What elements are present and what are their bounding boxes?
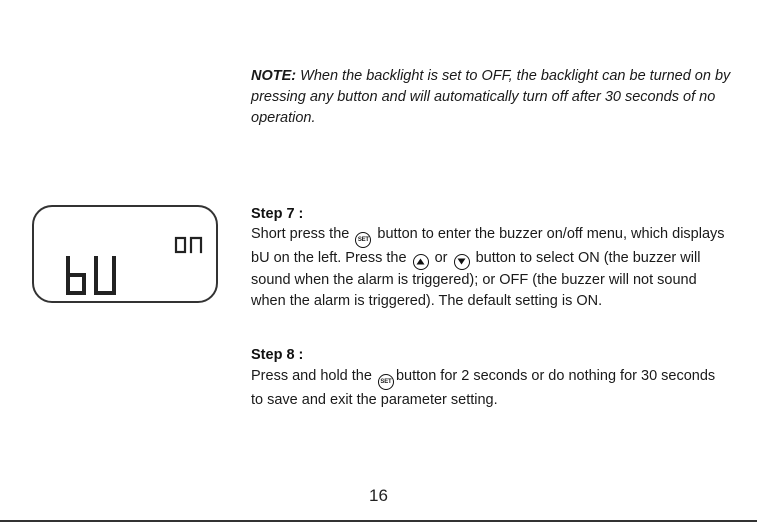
- lcd-display-illustration: [32, 205, 218, 303]
- bottom-divider: [0, 520, 757, 522]
- note-label: NOTE:: [251, 68, 297, 84]
- lcd-bu-readout: [64, 255, 120, 297]
- step8-body: [251, 366, 731, 411]
- step8-title: Step 8 :: [251, 347, 304, 363]
- step7-body: [251, 224, 731, 312]
- set-button-icon: [355, 232, 371, 248]
- step8-text-2: button for 2 seconds or do nothing for 30 seconds to save and exit the parameter setting.: [251, 368, 716, 408]
- step7-text-1: Short press the: [251, 226, 354, 242]
- page-number: 16: [369, 486, 388, 505]
- step7-text-4: button to select ON (the buzzer will sound when the alarm is triggered); or OFF (the buzzer will not sound when the alarm is triggered). The default setting is ON.: [251, 250, 701, 309]
- set-icon-label: SET: [357, 237, 369, 243]
- set-button-icon: [378, 374, 394, 390]
- backlight-note: [251, 66, 731, 129]
- down-button-icon: [454, 254, 470, 270]
- lcd-on-readout: [174, 235, 204, 255]
- note-text: When the backlight is set to OFF, the backlight can be turned on by pressing any button and will automatically turn off after 30 seconds of no operation.: [251, 68, 731, 126]
- up-button-icon: [413, 254, 429, 270]
- step8-text-1: Press and hold the: [251, 368, 376, 384]
- step7-text-2: button to enter the buzzer on/off menu, which displays bU on the left. Press the: [251, 226, 725, 266]
- step7-text-3: or: [430, 250, 452, 266]
- step7-title: Step 7 :: [251, 206, 304, 222]
- set-icon-label: SET: [380, 379, 392, 385]
